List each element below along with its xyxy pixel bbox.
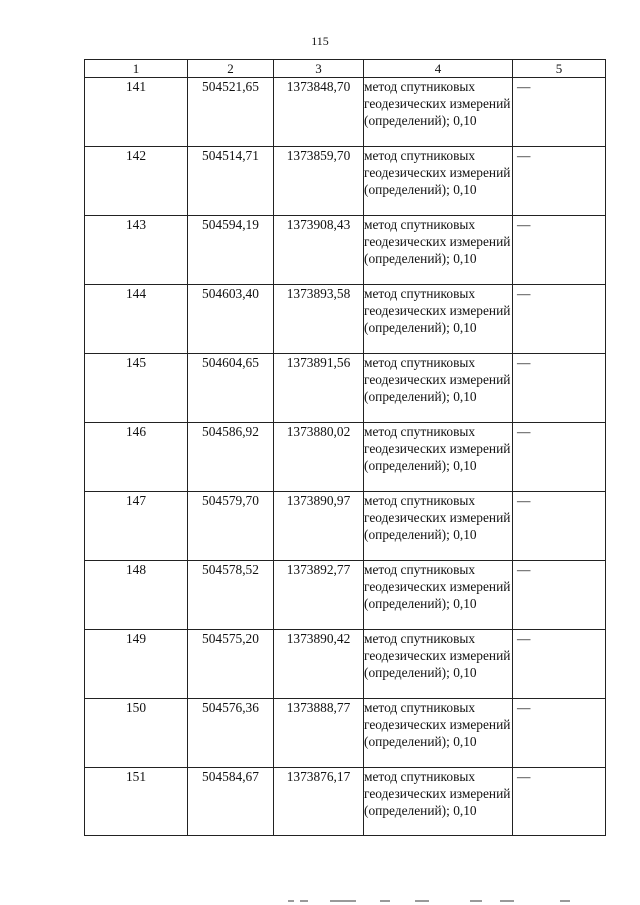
coordinate-y: 1373908,43: [274, 216, 364, 285]
table-row: [85, 561, 606, 630]
table-body: [85, 78, 606, 836]
note-cell: [513, 699, 606, 768]
header-col-2: 2: [188, 60, 274, 78]
note-cell: [513, 768, 606, 836]
note-dash: —: [517, 700, 531, 715]
coordinate-y: 1373890,42: [274, 630, 364, 699]
point-number: 147: [85, 492, 188, 561]
measurement-method: метод спутниковых геодезических измерений (определений); 0,10: [364, 423, 513, 492]
header-col-3: 3: [274, 60, 364, 78]
measurement-method: метод спутниковых геодезических измерений (определений); 0,10: [364, 147, 513, 216]
coordinate-y: 1373859,70: [274, 147, 364, 216]
measurement-method: метод спутниковых геодезических измерений (определений); 0,10: [364, 78, 513, 147]
note-dash: —: [517, 217, 531, 232]
coordinates-table: [84, 59, 606, 836]
coordinate-y: 1373888,77: [274, 699, 364, 768]
point-number: 144: [85, 285, 188, 354]
note-dash: —: [517, 631, 531, 646]
coordinate-x: 504521,65: [188, 78, 274, 147]
coordinate-y: 1373890,97: [274, 492, 364, 561]
note-dash: —: [517, 493, 531, 508]
coordinate-x: 504584,67: [188, 768, 274, 836]
note-cell: [513, 354, 606, 423]
coordinate-x: 504576,36: [188, 699, 274, 768]
coordinate-y: 1373893,58: [274, 285, 364, 354]
measurement-method: метод спутниковых геодезических измерений (определений); 0,10: [364, 492, 513, 561]
note-dash: —: [517, 79, 531, 94]
point-number: 148: [85, 561, 188, 630]
measurement-method: метод спутниковых геодезических измерений (определений); 0,10: [364, 630, 513, 699]
table-row: [85, 78, 606, 147]
note-dash: —: [517, 562, 531, 577]
measurement-method: метод спутниковых геодезических измерений (определений); 0,10: [364, 699, 513, 768]
header-col-5: 5: [513, 60, 606, 78]
note-dash: —: [517, 148, 531, 163]
note-dash: —: [517, 355, 531, 370]
note-cell: [513, 78, 606, 147]
table-header: [85, 60, 606, 78]
header-row: [85, 60, 606, 78]
coordinate-y: 1373891,56: [274, 354, 364, 423]
coordinate-y: 1373892,77: [274, 561, 364, 630]
header-col-1: 1: [85, 60, 188, 78]
point-number: 143: [85, 216, 188, 285]
table-row: [85, 630, 606, 699]
footer-scan-marks: [0, 894, 640, 905]
measurement-method: метод спутниковых геодезических измерений (определений); 0,10: [364, 216, 513, 285]
point-number: 150: [85, 699, 188, 768]
coordinate-x: 504578,52: [188, 561, 274, 630]
note-dash: —: [517, 769, 531, 784]
coordinate-x: 504603,40: [188, 285, 274, 354]
coordinate-y: 1373880,02: [274, 423, 364, 492]
point-number: 151: [85, 768, 188, 836]
measurement-method: метод спутниковых геодезических измерений (определений); 0,10: [364, 561, 513, 630]
measurement-method: метод спутниковых геодезических измерений (определений); 0,10: [364, 768, 513, 836]
note-cell: [513, 561, 606, 630]
table-row: [85, 354, 606, 423]
note-cell: [513, 147, 606, 216]
coordinate-x: 504604,65: [188, 354, 274, 423]
note-dash: —: [517, 286, 531, 301]
table-row: [85, 768, 606, 836]
page-number: 115: [311, 34, 329, 48]
header-col-4: 4: [364, 60, 513, 78]
point-number: 145: [85, 354, 188, 423]
coordinate-x: 504514,71: [188, 147, 274, 216]
coordinate-y: 1373876,17: [274, 768, 364, 836]
coordinate-x: 504586,92: [188, 423, 274, 492]
coordinate-x: 504594,19: [188, 216, 274, 285]
note-cell: [513, 630, 606, 699]
coordinate-y: 1373848,70: [274, 78, 364, 147]
coordinate-x: 504579,70: [188, 492, 274, 561]
table-row: [85, 147, 606, 216]
table-row: [85, 423, 606, 492]
measurement-method: метод спутниковых геодезических измерений (определений); 0,10: [364, 354, 513, 423]
note-cell: [513, 423, 606, 492]
point-number: 146: [85, 423, 188, 492]
point-number: 142: [85, 147, 188, 216]
point-number: 149: [85, 630, 188, 699]
coordinate-x: 504575,20: [188, 630, 274, 699]
table-row: [85, 285, 606, 354]
note-dash: —: [517, 424, 531, 439]
note-cell: [513, 492, 606, 561]
note-cell: [513, 285, 606, 354]
note-cell: [513, 216, 606, 285]
point-number: 141: [85, 78, 188, 147]
measurement-method: метод спутниковых геодезических измерений (определений); 0,10: [364, 285, 513, 354]
table-row: [85, 492, 606, 561]
table-row: [85, 699, 606, 768]
table-row: [85, 216, 606, 285]
